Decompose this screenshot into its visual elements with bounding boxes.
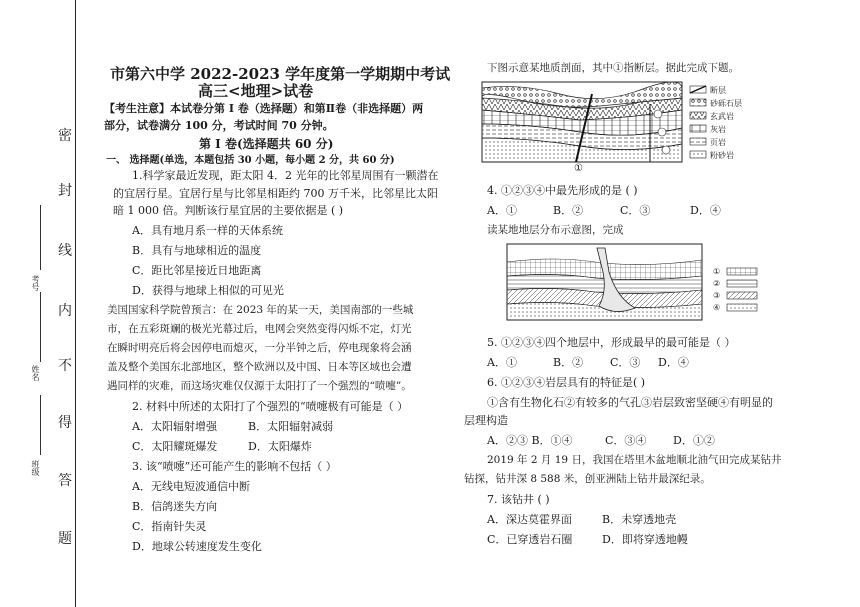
legend-fault: 断层: [710, 86, 726, 95]
seal-char: 线: [58, 243, 72, 259]
name-label: 姓名: [31, 365, 40, 381]
q2-option-c[interactable]: C．太阳耀斑爆发: [132, 440, 218, 453]
seal-char: 密: [58, 128, 72, 144]
section-instruction: 一、 选择题(单选，本题包括 30 小题，每小题 2 分，共 60 分): [106, 155, 395, 166]
legend-shale: 页岩: [710, 138, 726, 147]
q2-option-b[interactable]: B．太阳辐射减弱: [248, 420, 334, 433]
q7-stem: 7. 该钻井 ( ): [487, 493, 550, 506]
q6-option-d[interactable]: D．①②: [673, 434, 715, 447]
legend-layer-1: ①: [713, 267, 721, 276]
q4-option-d[interactable]: D．④: [690, 204, 721, 217]
seal-char: 内: [58, 303, 72, 319]
q2-stem: 2. 材料中所述的太阳打了个强烈的“喷嚏极有可能是（ ）: [132, 400, 409, 413]
q3-stem: 3. 该“喷嚏”还可能产生的影响不包括（ ）: [132, 460, 337, 473]
q6-features: ①含有生物化石②有较多的气孔③岩层致密坚硬④有明显的: [487, 396, 773, 409]
seal-char: 得: [58, 415, 72, 431]
seal-char: 题: [58, 531, 72, 547]
seal-char: 不: [58, 358, 72, 374]
legend-layer-4: ④: [713, 303, 721, 312]
q2-option-d[interactable]: D．太阳爆炸: [248, 440, 312, 453]
q6-option-ab[interactable]: A．②③ B．①④: [487, 434, 573, 447]
legend-siltstone: 粉砂岩: [710, 151, 734, 160]
legend-gravel: 砂砾石层: [710, 99, 742, 108]
passage-line: 2019 年 2 月 19 日，我国在塔里木盆地顺北油气田完成某钻井: [487, 454, 782, 466]
q1-option-d[interactable]: D．获得与地球上相似的可见光: [132, 284, 284, 297]
class-label: 班级: [31, 460, 40, 476]
figure1-fault-marker: ①: [574, 163, 583, 174]
exam-title: 市第六中学 2022-2023 学年度第一学期期中考试: [110, 65, 451, 83]
q1-stem-line: 1.科学家最近发现，距太阳 4．2 光年的比邻星周围有一颗潜在: [132, 169, 439, 182]
q5-option-c[interactable]: C．③: [610, 356, 641, 369]
q5-option-a[interactable]: A．①: [487, 356, 517, 369]
q7-option-c[interactable]: C．已穿透岩石圈: [487, 533, 573, 546]
q3-option-a[interactable]: A．无线电短波通信中断: [132, 480, 250, 493]
q1-option-c[interactable]: C．距比邻星接近日地距离: [132, 264, 262, 277]
legend-basalt: 玄武岩: [710, 112, 734, 121]
figure2-caption: 读某地地层分布示意图，完成: [487, 224, 624, 236]
passage-line: 遇同样的灾难，而这场灾难仅仅源于太阳打了一个强烈的“喷嚏”。: [107, 380, 412, 392]
passage-line: 在瞬时明亮后将会因停电而熄灭，一分半钟之后，停电现象将会涵: [107, 342, 412, 354]
passage-line: 美国国家科学院曾预言：在 2023 年的某一天，美国南部的一些城: [107, 304, 414, 316]
q7-option-a[interactable]: A．深达莫霍界面: [487, 513, 572, 526]
q2-option-a[interactable]: A．太阳辐射增强: [132, 420, 217, 433]
legend-layer-3: ③: [713, 291, 721, 300]
q4-option-a[interactable]: A．①: [487, 204, 517, 217]
section-title: 第 I 卷(选择题共 60 分): [199, 137, 334, 151]
figure2-legend: [727, 268, 757, 311]
exam-subtitle: 高三<地理>试卷: [198, 82, 314, 100]
q4-option-c[interactable]: C．③: [620, 204, 651, 217]
geologic-section-figure: [480, 80, 780, 180]
q1-stem-line: 的宜居行星。宜居行星与比邻星相距约 700 万千米，比邻星比太阳: [113, 187, 438, 200]
figure1-legend: [690, 86, 706, 158]
passage-line: 钻探，钻井深 8 588 米，创亚洲陆上钻井最深纪录。: [464, 473, 711, 485]
q7-option-d[interactable]: D．即将穿透地幔: [602, 533, 688, 546]
legend-limestone: 灰岩: [710, 125, 726, 134]
q5-option-b[interactable]: B．②: [553, 356, 584, 369]
q6-option-c[interactable]: C．③④: [605, 434, 647, 447]
seal-char: 封: [58, 183, 72, 199]
exam-number-line: [40, 205, 41, 270]
q4-stem: 4. ①②③④中最先形成的是 ( ): [487, 184, 638, 197]
q1-option-b[interactable]: B．具有与地球相近的温度: [132, 244, 262, 257]
q6-stem: 6. ①②③④岩层具有的特征是( ): [487, 376, 646, 389]
q1-option-a[interactable]: A．具有地月系一样的天体系统: [132, 224, 283, 237]
class-line: [40, 395, 41, 455]
figure1-caption: 下图示意某地质剖面，其中①指断层。据此完成下题。: [487, 62, 739, 74]
q3-option-b[interactable]: B．信鸽迷失方向: [132, 500, 218, 513]
name-line: [40, 292, 41, 362]
q5-stem: 5. ①②③④四个地层中，形成最早的最可能是（ ）: [487, 336, 736, 349]
seal-char: 答: [58, 473, 72, 489]
notice-line: 【考生注意】本试卷分第 I 卷（选择题）和第Ⅱ卷（非选择题）两: [104, 102, 424, 115]
notice-line: 部分，试卷满分 100 分，考试时间 70 分钟。: [104, 119, 334, 132]
q3-option-d[interactable]: D．地球公转速度发生变化: [132, 540, 262, 553]
q6-features: 层理构造: [464, 414, 508, 427]
q5-option-d[interactable]: D．④: [658, 356, 689, 369]
q4-option-b[interactable]: B．②: [553, 204, 584, 217]
legend-layer-2: ②: [713, 279, 721, 288]
exam-number-label: 考号: [31, 275, 40, 291]
binding-line: [75, 0, 76, 607]
passage-line: 盖及整个美国东北部地区，整个欧洲以及中国、日本等区域也会遭: [107, 361, 412, 373]
q7-option-b[interactable]: B．未穿透地壳: [602, 513, 677, 526]
strata-distribution-figure: [505, 242, 770, 324]
passage-line: 市，在五彩斑斓的极光光幕过后，电网会突然变得闪烁不定，灯光: [107, 323, 412, 335]
q1-stem-line: 暗 1 000 倍。判断该行星宜居的主要依据是 ( ): [113, 204, 344, 217]
q3-option-c[interactable]: C．指南针失灵: [132, 520, 207, 533]
